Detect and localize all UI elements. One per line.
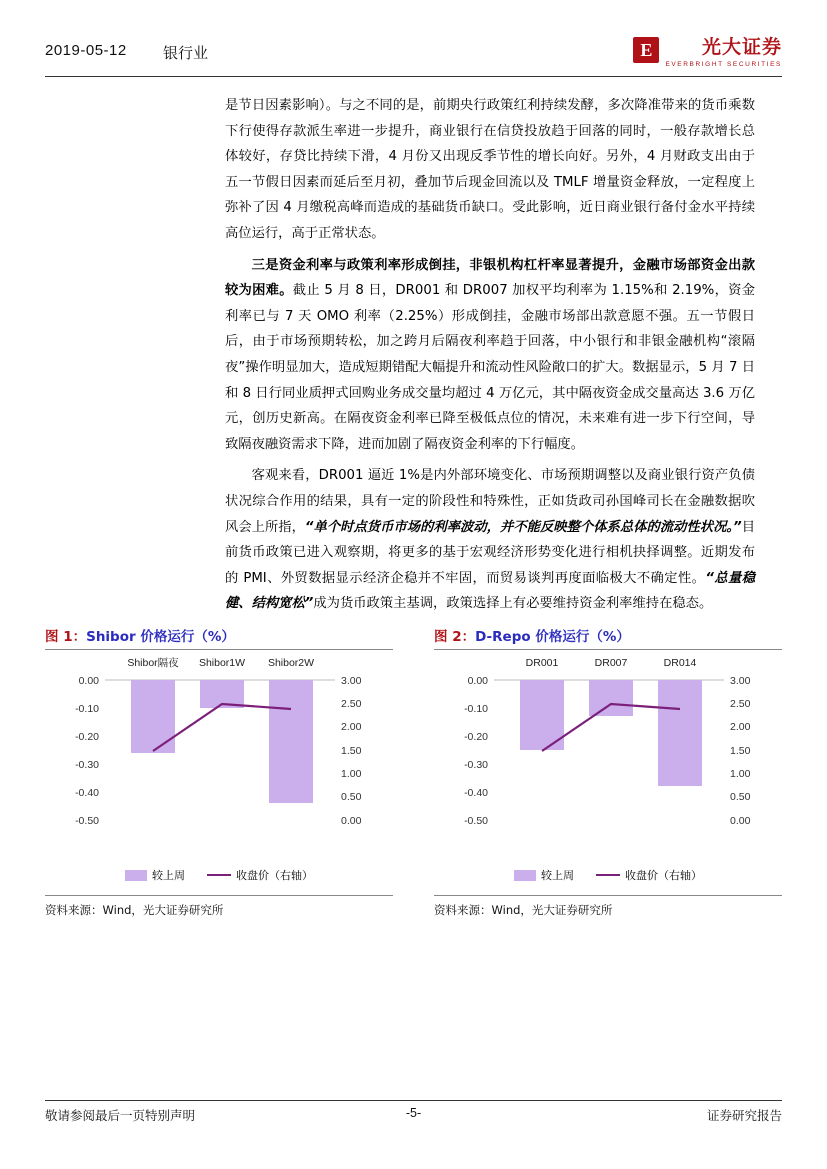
figure-1 — [45, 625, 393, 918]
svg-text:0.50: 0.50 — [341, 791, 362, 803]
svg-text:-0.20: -0.20 — [75, 731, 99, 743]
page-footer — [45, 1106, 782, 1126]
legend-line-swatch-icon — [207, 874, 231, 876]
footer-divider — [45, 1100, 782, 1101]
figure-2-legend — [434, 867, 782, 883]
svg-text:0.00: 0.00 — [341, 815, 362, 827]
svg-text:-0.40: -0.40 — [464, 787, 488, 799]
svg-text:2.50: 2.50 — [341, 698, 362, 710]
logo-name-en: EVERBRIGHT SECURITIES — [665, 61, 782, 68]
svg-text:-0.10: -0.10 — [75, 703, 99, 715]
svg-text:0.00: 0.00 — [730, 815, 751, 827]
figure-2 — [434, 625, 782, 918]
svg-text:0.50: 0.50 — [730, 791, 751, 803]
paragraph-2 — [225, 253, 755, 458]
legend-bar-swatch-icon — [125, 870, 147, 881]
figure-2-legend-line — [596, 867, 702, 883]
logo-mark-icon: E — [633, 37, 659, 63]
figure-2-svg — [434, 650, 782, 865]
figure-2-label: 图 2： — [434, 629, 476, 645]
footer-report-type: 证券研究报告 — [706, 1108, 782, 1123]
figure-1-legend-line — [207, 867, 313, 883]
paragraph-3-part-b: 目前货币政策已进入观察期，将更多的基于宏观经济形势变化进行相机抉择调整。近期发布的 PMI、外贸数据显示经济企稳并不牢固，而贸易谈判再度面临极大不确定性。 — [225, 519, 755, 586]
svg-text:2.50: 2.50 — [730, 698, 751, 710]
figure-1-title — [45, 625, 393, 649]
svg-text:1.50: 1.50 — [341, 745, 362, 757]
figure-2-caption: D-Repo 价格运行（%） — [475, 629, 630, 645]
header-industry: 银行业 — [163, 44, 209, 62]
page-header — [45, 36, 782, 88]
svg-text:-0.30: -0.30 — [464, 759, 488, 771]
svg-text:DR001: DR001 — [525, 657, 559, 669]
paragraph-3-quote-2: “总量稳健、结构宽松” — [225, 570, 755, 612]
paragraph-2-lead: 三是资金利率与政策利率形成倒挂，非银机构杠杆率显著提升，金融市场部资金出款较为困难。 — [225, 257, 755, 299]
paragraph-1: 是节日因素影响）。与之不同的是，前期央行政策红利持续发酵，多次降准带来的货币乘数下行使得存款派生率进一步提升，商业银行在信贷投放趋于回落的同时，一般存款增长总体较好，存贷比持续下滑，4 月份又出现反季节性的增长向好。另外，4 月财政支出由于五一节假日因素而延后至月初，叠加节后现金回流以及 TMLF 增量资金释放，一定程度上弥补了因 4 月缴税高峰而造成的基础货币缺口。受此影响，近日商业银行备付金水平持续高位运行，高于正常状态。 — [225, 98, 755, 241]
svg-text:2.00: 2.00 — [341, 721, 362, 733]
legend-line-swatch-icon — [596, 874, 620, 876]
figure-2-legend-bar-label: 较上周 — [541, 869, 574, 882]
svg-text:0.00: 0.00 — [467, 675, 488, 687]
svg-text:3.00: 3.00 — [730, 675, 751, 687]
figure-1-chart — [45, 650, 393, 895]
svg-text:DR014: DR014 — [663, 657, 697, 669]
svg-text:-0.50: -0.50 — [464, 815, 488, 827]
svg-text:3.00: 3.00 — [341, 675, 362, 687]
paragraph-3-quote-1: “单个时点货币市场的利率波动，并不能反映整个体系总体的流动性状况。” — [304, 519, 742, 535]
legend-bar-swatch-icon — [514, 870, 536, 881]
figure-1-label: 图 1： — [45, 629, 87, 645]
footer-disclaimer: 敬请参阅最后一页特别声明 — [45, 1108, 196, 1123]
svg-text:Shibor1W: Shibor1W — [198, 657, 246, 669]
figure-2-legend-bar — [514, 867, 574, 883]
paragraph-2-rest: 截止 5 月 8 日，DR001 和 DR007 加权平均利率为 1.15%和 2.19%，资金利率已与 7 天 OMO 利率（2.25%）形成倒挂，金融市场部出款意愿不强。五一节假日后，由于市场预期转松，加之跨月后隔夜利率趋于回落，中小银行和非银金融机构“滚隔夜”操作明显加大，造成短期错配大幅提升和流动性风险敞口的扩大。数据显示，5 月 7 日和 8 日行同业质押式回购业务成交量均超过 4 万亿元，其中隔夜资金成交量高达 3.6 万亿元，创历史新高。在隔夜资金利率已降至极低点位的情况，未来难有进一步下行空间，导致隔夜融资需求下降，进而加剧了隔夜资金利率的下行幅度。 — [225, 283, 755, 452]
paragraph-3 — [225, 463, 755, 617]
figure-1-legend — [45, 867, 393, 883]
svg-text:Shibor2W: Shibor2W — [267, 657, 315, 669]
paragraph-3-part-c: 成为货币政策主基调，政策选择上有必要维持资金利率维持在稳态。 — [313, 596, 713, 612]
company-logo — [633, 32, 782, 68]
figure-2-chart — [434, 650, 782, 895]
figure-1-legend-line-label: 收盘价（右轴） — [236, 869, 313, 882]
svg-text:2.00: 2.00 — [730, 721, 751, 733]
document-body — [225, 93, 755, 617]
svg-text:-0.20: -0.20 — [464, 731, 488, 743]
logo-name-cn: 光大证券 — [701, 36, 782, 58]
figure-1-legend-bar-label: 较上周 — [152, 869, 185, 882]
svg-text:-0.10: -0.10 — [464, 703, 488, 715]
svg-text:-0.30: -0.30 — [75, 759, 99, 771]
page-number: -5- — [405, 1106, 422, 1120]
svg-text:DR007: DR007 — [594, 657, 628, 669]
figure-2-source: 资料来源：Wind，光大证券研究所 — [434, 895, 782, 918]
svg-text:Shibor隔夜: Shibor隔夜 — [127, 657, 179, 669]
svg-text:-0.50: -0.50 — [75, 815, 99, 827]
svg-text:-0.40: -0.40 — [75, 787, 99, 799]
paragraph-3-part-a: 客观来看，DR001 逼近 1%是内外部环境变化、市场预期调整以及商业银行资产负债状况综合作用的结果，具有一定的阶段性和特殊性，正如货政司孙国峰司长在金融数据吹风会上所指， — [225, 468, 755, 535]
figure-2-legend-line-label: 收盘价（右轴） — [625, 869, 702, 882]
figure-1-svg — [45, 650, 393, 865]
svg-text:0.00: 0.00 — [78, 675, 99, 687]
header-date: 2019-05-12 — [45, 42, 127, 59]
svg-text:1.00: 1.00 — [730, 768, 751, 780]
svg-text:1.00: 1.00 — [341, 768, 362, 780]
svg-text:1.50: 1.50 — [730, 745, 751, 757]
figure-1-source: 资料来源：Wind，光大证券研究所 — [45, 895, 393, 918]
figure-1-legend-bar — [125, 867, 185, 883]
header-divider — [45, 76, 782, 77]
figure-2-title — [434, 625, 782, 649]
figure-1-caption: Shibor 价格运行（%） — [86, 629, 235, 645]
